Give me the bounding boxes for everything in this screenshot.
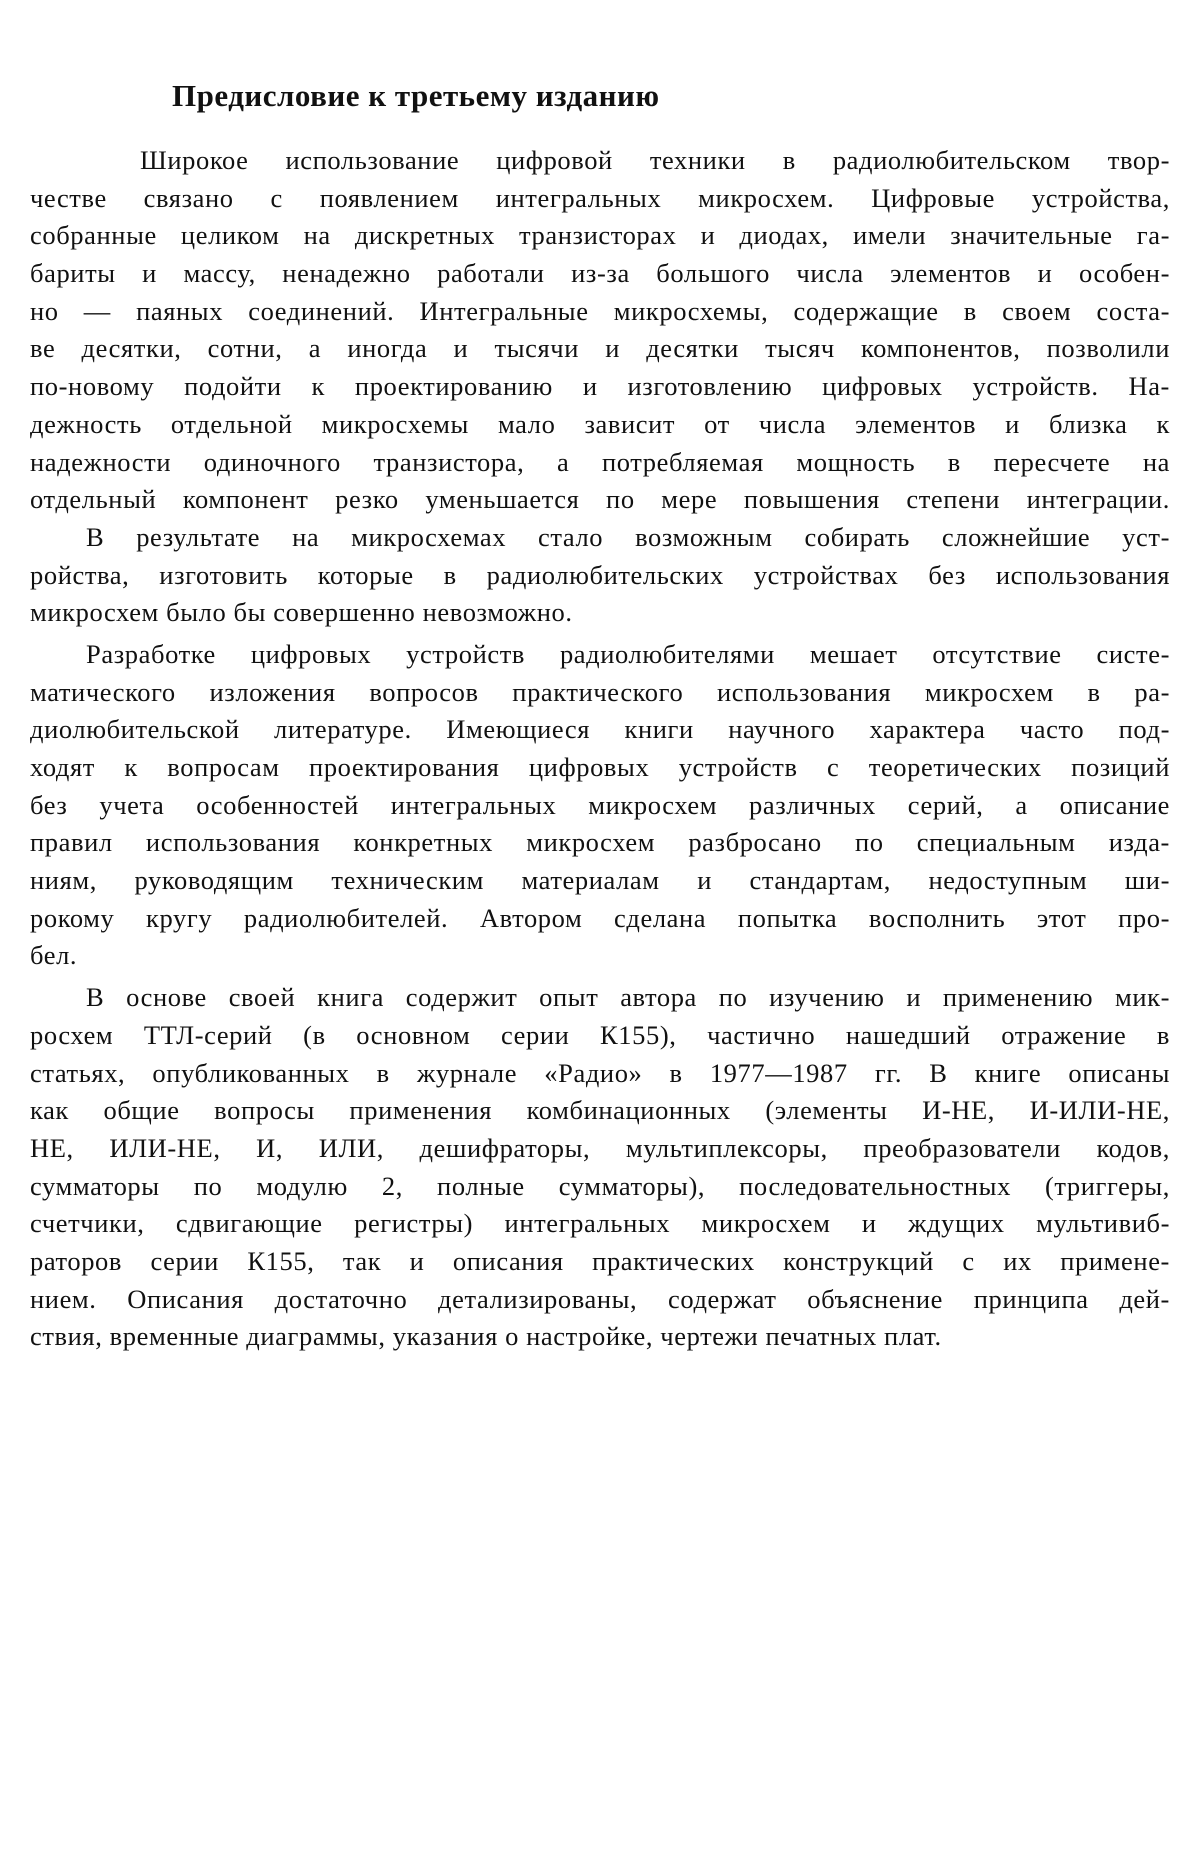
- text-line: счетчики, сдвигающие регистры) интегральных микросхем и ждущих мультивиб-: [30, 1208, 1170, 1239]
- text-line: матического изложения вопросов практического использования микросхем в ра-: [30, 676, 1170, 707]
- text-line: дежность отдельной микросхемы мало зависит от числа элементов и близка к: [30, 408, 1170, 439]
- text-line: микросхем было бы совершенно невозможно.: [30, 597, 573, 628]
- paragraph: [30, 979, 1170, 1356]
- paragraph: [30, 142, 1170, 519]
- text-line: без учета особенностей интегральных микросхем различных серий, а описание: [30, 789, 1170, 820]
- text-line: по-новому подойти к проектированию и изготовлению цифровых устройств. На-: [30, 371, 1170, 402]
- text-line: диолюбительской литературе. Имеющиеся книги научного характера часто под-: [30, 714, 1170, 745]
- text-line: НЕ, ИЛИ-НЕ, И, ИЛИ, дешифраторы, мультиплексоры, преобразователи кодов,: [30, 1132, 1170, 1163]
- text-line: статьях, опубликованных в журнале «Радио» в 1977—1987 гг. В книге описаны: [30, 1057, 1170, 1088]
- paragraph: [30, 519, 1170, 632]
- text-line: но — паяных соединений. Интегральные микросхемы, содержащие в своем соста-: [30, 295, 1170, 326]
- body-text: [30, 142, 1170, 1356]
- page-title: Предисловие к третьему изданию: [172, 78, 660, 113]
- paragraph: [30, 636, 1170, 975]
- text-line: собранные целиком на дискретных транзисторах и диодах, имели значительные га-: [30, 220, 1170, 251]
- text-line: ниям, руководящим техническим материалам и стандартам, недоступным ши-: [30, 865, 1170, 896]
- text-line: сумматоры по модулю 2, полные сумматоры), последовательностных (триггеры,: [30, 1170, 1170, 1201]
- text-line: В основе своей книга содержит опыт автора по изучению и применению мик-: [86, 982, 1170, 1013]
- text-line: рокому кругу радиолюбителей. Автором сделана попытка восполнить этот про-: [30, 902, 1170, 933]
- text-line: ройства, изготовить которые в радиолюбительских устройствах без использования: [30, 559, 1170, 590]
- text-line: ходят к вопросам проектирования цифровых устройств с теоретических позиций: [30, 752, 1170, 782]
- text-line: ствия, временные диаграммы, указания о настройке, чертежи печатных плат.: [30, 1321, 942, 1352]
- text-line: росхем ТТЛ-серий (в основном серии К155), частично нашедший отражение в: [30, 1019, 1170, 1050]
- text-line: нием. Описания достаточно детализированы, содержат объяснение принципа дей-: [30, 1283, 1170, 1314]
- text-line: раторов серии К155, так и описания практических конструкций с их примене-: [30, 1245, 1170, 1276]
- text-line: отдельный компонент резко уменьшается по мере повышения степени интеграции.: [30, 484, 1170, 515]
- text-line: правил использования конкретных микросхем разбросано по специальным изда-: [30, 827, 1170, 858]
- text-line: бел.: [30, 940, 78, 971]
- text-line: надежности одиночного транзистора, а потребляемая мощность в пересчете на: [30, 446, 1170, 477]
- text-line: как общие вопросы применения комбинационных (элементы И-НЕ, И-ИЛИ-НЕ,: [30, 1095, 1170, 1126]
- text-line: честве связано с появлением интегральных микросхем. Цифровые устройства,: [30, 182, 1170, 213]
- text-line: В результате на микросхемах стало возможным собирать сложнейшие уст-: [86, 521, 1170, 552]
- text-line: Широкое использование цифровой техники в радиолюбительском твор-: [140, 145, 1170, 175]
- text-line: бариты и массу, ненадежно работали из-за большого числа элементов и особен-: [30, 258, 1170, 289]
- text-line: Разработке цифровых устройств радиолюбителями мешает отсутствие систе-: [86, 638, 1170, 669]
- text-line: ве десятки, сотни, а иногда и тысячи и десятки тысяч компонентов, позволили: [30, 333, 1170, 364]
- document-page: [30, 0, 1170, 1875]
